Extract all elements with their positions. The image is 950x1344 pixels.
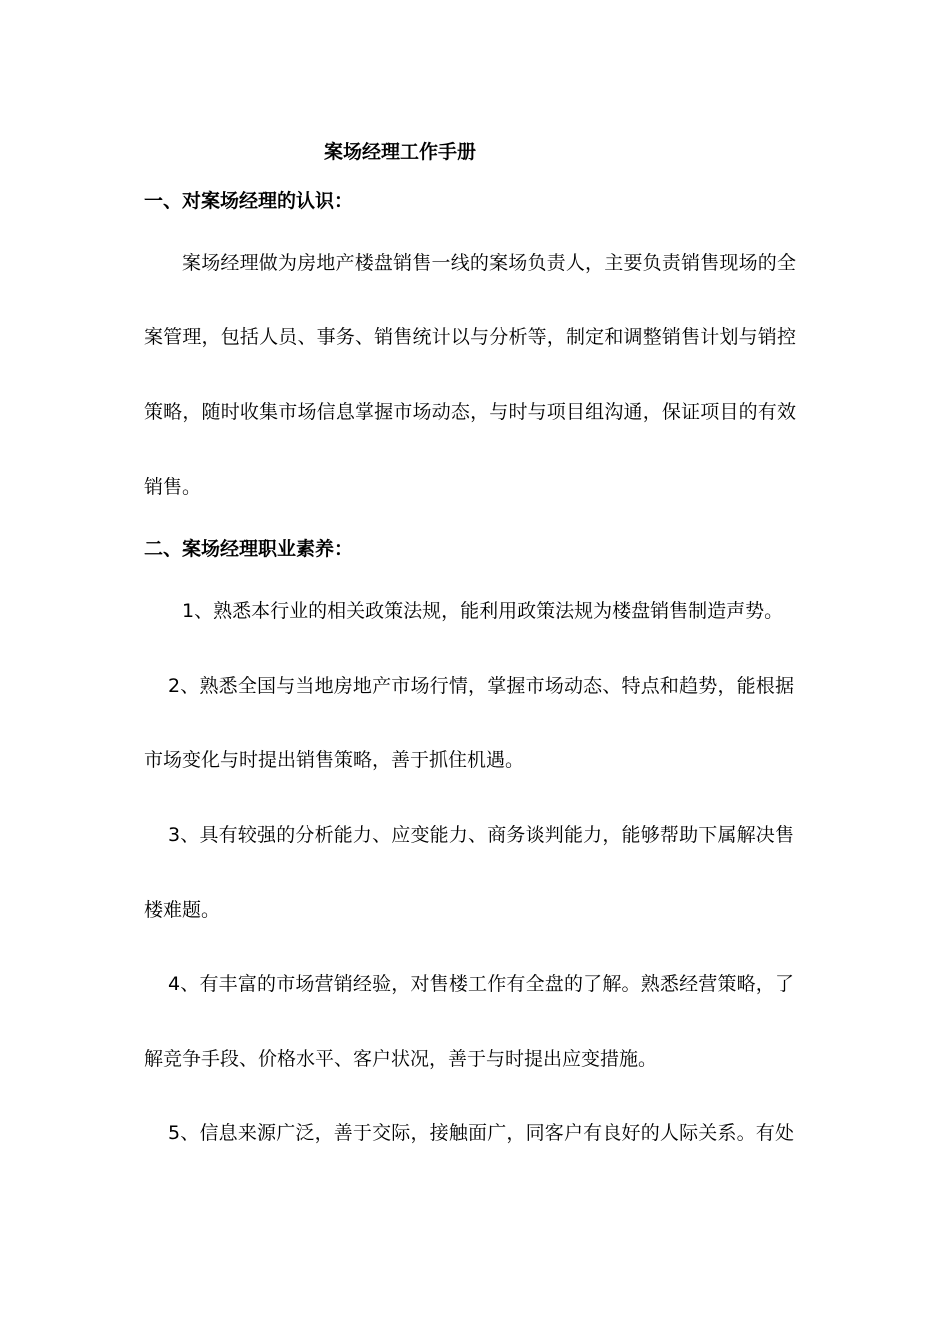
section-1-heading: 一、对案场经理的认识： [144,190,354,212]
section-1-line-1: 案场经理做为房地产楼盘销售一线的案场负责人，主要负责销售现场的全 [182,252,796,274]
section-2-item-2-line-2: 市场变化与时提出销售策略，善于抓住机遇。 [144,749,525,771]
document-title: 案场经理工作手册 [324,141,477,163]
section-2-item-4-line-1: 4、有丰富的市场营销经验，对售楼工作有全盘的了解。熟悉经营策略，了 [168,973,794,995]
section-2-item-3-line-2: 楼难题。 [144,899,221,921]
section-2-item-3-line-1: 3、具有较强的分析能力、应变能力、商务谈判能力，能够帮助下属解决售 [168,824,794,846]
section-1-line-2: 案管理，包括人员、事务、销售统计以与分析等，制定和调整销售计划与销控 [144,326,796,348]
section-2-item-2-line-1: 2、熟悉全国与当地房地产市场行情，掌握市场动态、特点和趋势，能根据 [168,675,794,697]
section-1-line-3: 策略，随时收集市场信息掌握市场动态，与时与项目组沟通，保证项目的有效 [144,401,796,423]
section-1-line-4: 销售。 [144,476,202,498]
section-2-item-1-line-1: 1、熟悉本行业的相关政策法规，能利用政策法规为楼盘销售制造声势。 [182,600,784,622]
section-2-heading: 二、案场经理职业素养： [144,538,354,560]
section-2-item-4-line-2: 解竞争手段、价格水平、客户状况，善于与时提出应变措施。 [144,1048,658,1070]
section-2-item-5-line-1: 5、信息来源广泛，善于交际，接触面广，同客户有良好的人际关系。有处 [168,1122,794,1144]
